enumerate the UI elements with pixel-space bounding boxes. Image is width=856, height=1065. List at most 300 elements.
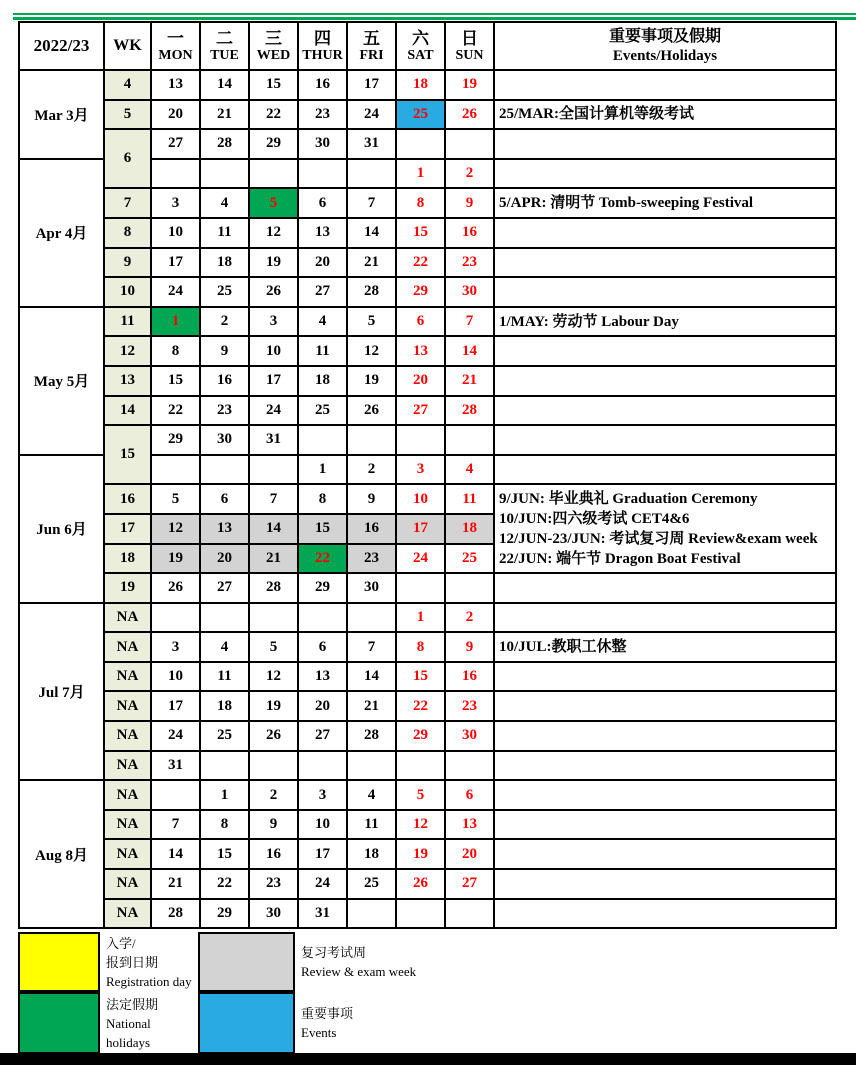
week-cell: 17 [104,514,151,544]
date-cell: 25 [200,721,249,751]
date-cell [396,899,445,929]
week-cell: 13 [104,366,151,396]
date-cell: 13 [396,336,445,366]
date-cell: 26 [445,100,494,130]
month-cell: Mar 3月 [19,70,104,159]
date-cell: 28 [445,396,494,426]
day-header-wed: 三 WED [249,22,298,70]
date-cell: 11 [200,662,249,692]
event-cell [494,751,836,781]
date-cell [396,129,445,159]
date-cell: 3 [298,780,347,810]
date-cell [200,159,249,189]
date-cell: 7 [249,484,298,514]
calendar-row [19,484,836,514]
date-cell: 1 [396,603,445,633]
date-cell [151,780,200,810]
date-cell: 11 [200,218,249,248]
legend-swatch-exam-week [198,932,295,992]
date-cell: 27 [298,277,347,307]
week-cell: NA [104,810,151,840]
week-cell: NA [104,899,151,929]
date-cell: 26 [249,721,298,751]
date-cell: 17 [151,691,200,721]
date-cell: 21 [249,544,298,574]
week-cell: NA [104,691,151,721]
week-cell: 18 [104,544,151,574]
week-header-cell: WK [104,22,151,70]
date-cell: 25 [200,277,249,307]
calendar-row [19,839,836,869]
date-cell [200,751,249,781]
date-cell: 31 [249,425,298,455]
event-cell [494,899,836,929]
date-cell: 26 [396,869,445,899]
date-cell: 5 [249,188,298,218]
date-cell: 30 [445,721,494,751]
month-cell: May 5月 [19,307,104,455]
date-cell: 4 [298,307,347,337]
legend-label-exam-week: 复习考试周 Review & exam week [301,945,417,979]
calendar-row [19,307,836,337]
date-cell: 12 [249,662,298,692]
calendar-row [19,396,836,426]
date-cell: 1 [151,307,200,337]
date-cell: 1 [298,455,347,485]
date-cell: 16 [445,662,494,692]
date-cell: 3 [151,188,200,218]
date-cell: 14 [347,662,396,692]
date-cell: 23 [445,691,494,721]
date-cell: 10 [396,484,445,514]
date-cell: 2 [249,780,298,810]
week-cell: 16 [104,484,151,514]
date-cell: 7 [151,810,200,840]
date-cell: 17 [396,514,445,544]
date-cell: 3 [151,632,200,662]
date-cell: 29 [200,899,249,929]
date-cell [396,425,445,455]
event-cell [494,869,836,899]
date-cell: 11 [445,484,494,514]
event-cell [494,336,836,366]
date-cell: 13 [445,810,494,840]
date-cell [298,751,347,781]
date-cell: 15 [396,218,445,248]
date-cell: 3 [249,307,298,337]
date-cell: 18 [396,70,445,100]
date-cell: 7 [347,188,396,218]
date-cell [445,899,494,929]
calendar-row [19,662,836,692]
event-text: 12/JUN-23/JUN: 考试复习周 Review&exam week [499,530,818,547]
date-cell: 29 [151,425,200,455]
date-cell: 9 [200,336,249,366]
date-cell: 29 [396,721,445,751]
calendar-table [18,21,837,929]
date-cell: 15 [249,70,298,100]
event-cell [494,366,836,396]
events-header-cell: 重要事项及假期 Events/Holidays [494,22,836,70]
week-cell: 14 [104,396,151,426]
top-green-rule-line2 [13,17,856,20]
date-cell: 26 [249,277,298,307]
month-cell: Apr 4月 [19,159,104,307]
date-cell: 24 [249,396,298,426]
week-cell: 9 [104,248,151,278]
event-cell [494,70,836,100]
event-cell [494,218,836,248]
calendar-row [19,721,836,751]
event-text: 5/APR: 清明节 Tomb-sweeping Festival [499,195,754,212]
date-cell: 17 [249,366,298,396]
week-cell: NA [104,839,151,869]
date-cell: 23 [347,544,396,574]
bottom-black-bar [0,1053,856,1065]
date-cell: 26 [347,396,396,426]
date-cell: 24 [151,721,200,751]
date-cell: 5 [347,307,396,337]
event-text: 10/JUN:四六级考试 CET4&6 [499,510,690,527]
event-cell [494,159,836,189]
date-cell [151,455,200,485]
legend-swatch-national-holidays [18,992,100,1054]
date-cell: 17 [151,248,200,278]
day-header-thur: 四 THUR [298,22,347,70]
date-cell: 24 [151,277,200,307]
date-cell: 25 [298,396,347,426]
date-cell [298,159,347,189]
date-cell: 13 [298,218,347,248]
date-cell: 18 [298,366,347,396]
date-cell: 30 [298,129,347,159]
date-cell: 26 [151,573,200,603]
date-cell: 30 [445,277,494,307]
calendar-row [19,780,836,810]
date-cell [249,751,298,781]
date-cell: 11 [347,810,396,840]
date-cell [200,455,249,485]
calendar-row [19,603,836,633]
date-cell: 22 [249,100,298,130]
date-cell: 16 [249,839,298,869]
date-cell: 12 [347,336,396,366]
date-cell: 20 [298,691,347,721]
date-cell: 30 [347,573,396,603]
date-cell: 16 [445,218,494,248]
date-cell: 8 [151,336,200,366]
date-cell: 6 [396,307,445,337]
date-cell: 28 [200,129,249,159]
date-cell: 14 [200,70,249,100]
week-cell: NA [104,632,151,662]
date-cell: 2 [445,159,494,189]
date-cell: 1 [200,780,249,810]
calendar-row [19,129,836,159]
date-cell: 22 [298,544,347,574]
event-text: 22/JUN: 端午节 Dragon Boat Festival [499,550,741,567]
date-cell: 5 [151,484,200,514]
date-cell: 21 [347,691,396,721]
date-cell: 10 [298,810,347,840]
date-cell: 4 [200,632,249,662]
week-cell: 7 [104,188,151,218]
date-cell [445,573,494,603]
date-cell: 9 [445,188,494,218]
event-cell [494,396,836,426]
week-cell: 11 [104,307,151,337]
date-cell [298,425,347,455]
day-header-sat: 六 SAT [396,22,445,70]
date-cell [445,425,494,455]
event-cell [494,248,836,278]
date-cell: 23 [445,248,494,278]
calendar-row [19,277,836,307]
date-cell: 28 [249,573,298,603]
date-cell: 29 [298,573,347,603]
date-cell: 19 [347,366,396,396]
date-cell: 27 [151,129,200,159]
date-cell: 28 [347,277,396,307]
date-cell: 20 [396,366,445,396]
date-cell: 19 [396,839,445,869]
event-text: 1/MAY: 劳动节 Labour Day [499,313,679,330]
date-cell: 7 [445,307,494,337]
event-cell [494,425,836,455]
month-cell: Jun 6月 [19,455,104,603]
week-cell: 10 [104,277,151,307]
date-cell: 15 [298,514,347,544]
date-cell: 10 [249,336,298,366]
date-cell: 27 [445,869,494,899]
date-cell: 22 [151,396,200,426]
week-cell: 12 [104,336,151,366]
date-cell: 15 [200,839,249,869]
date-cell: 14 [445,336,494,366]
legend-label-registration: 入学/ 报到日期 Registration day [106,935,192,989]
date-cell: 27 [200,573,249,603]
event-cell [494,691,836,721]
legend-swatch-events [198,992,295,1054]
event-text: 10/JUL:教职工休整 [499,639,627,656]
date-cell [396,573,445,603]
event-cell [494,632,836,662]
date-cell: 31 [151,751,200,781]
week-cell: 15 [104,425,151,484]
week-cell: NA [104,721,151,751]
date-cell: 21 [445,366,494,396]
event-cell [494,455,836,485]
calendar-row [19,810,836,840]
date-cell: 7 [347,632,396,662]
event-cell [494,188,836,218]
date-cell: 21 [200,100,249,130]
week-cell: NA [104,869,151,899]
calendar-row [19,100,836,130]
date-cell: 13 [200,514,249,544]
event-cell [494,484,836,573]
date-cell: 6 [200,484,249,514]
date-cell: 14 [249,514,298,544]
day-header-fri: 五 FRI [347,22,396,70]
date-cell: 2 [200,307,249,337]
date-cell: 9 [347,484,396,514]
date-cell: 21 [151,869,200,899]
date-cell [445,751,494,781]
event-cell [494,810,836,840]
legend-row-2 [18,992,837,1054]
day-header-sun: 日 SUN [445,22,494,70]
event-cell [494,780,836,810]
date-cell: 6 [298,188,347,218]
date-cell: 16 [347,514,396,544]
event-cell [494,129,836,159]
event-cell [494,100,836,130]
calendar-row [19,218,836,248]
calendar-body [19,70,836,928]
date-cell: 20 [151,100,200,130]
date-cell: 5 [249,632,298,662]
week-cell: NA [104,662,151,692]
date-cell [249,455,298,485]
week-cell: 8 [104,218,151,248]
date-cell: 8 [396,188,445,218]
date-cell: 25 [445,544,494,574]
day-header-mon: 一 MON [151,22,200,70]
calendar-header-row [19,22,836,70]
date-cell: 12 [249,218,298,248]
legend-swatch-registration [18,932,100,992]
legend-label-national-holidays: 法定假期 National holidays [106,996,159,1050]
date-cell: 25 [396,100,445,130]
event-cell [494,573,836,603]
event-cell [494,603,836,633]
date-cell: 31 [298,899,347,929]
date-cell: 9 [445,632,494,662]
calendar-row [19,573,836,603]
date-cell [396,751,445,781]
month-cell: Aug 8月 [19,780,104,928]
calendar-row [19,248,836,278]
date-cell: 2 [445,603,494,633]
event-cell [494,662,836,692]
day-header-tue: 二 TUE [200,22,249,70]
date-cell: 20 [200,544,249,574]
date-cell: 18 [347,839,396,869]
date-cell: 14 [151,839,200,869]
event-cell [494,721,836,751]
date-cell: 17 [298,839,347,869]
date-cell: 22 [200,869,249,899]
date-cell: 27 [396,396,445,426]
date-cell [347,159,396,189]
date-cell: 15 [151,366,200,396]
date-cell [347,425,396,455]
calendar-row [19,632,836,662]
date-cell: 19 [249,248,298,278]
date-cell [151,159,200,189]
date-cell: 4 [347,780,396,810]
week-cell: NA [104,780,151,810]
date-cell: 28 [151,899,200,929]
event-text: 9/JUN: 毕业典礼 Graduation Ceremony [499,490,758,507]
date-cell: 8 [298,484,347,514]
top-green-rule [13,13,856,20]
date-cell: 12 [151,514,200,544]
calendar-row [19,869,836,899]
date-cell [298,603,347,633]
date-cell: 17 [347,70,396,100]
date-cell: 1 [396,159,445,189]
date-cell: 9 [249,810,298,840]
date-cell [249,159,298,189]
month-cell: Jul 7月 [19,603,104,781]
calendar-row [19,188,836,218]
date-cell: 16 [200,366,249,396]
date-cell: 25 [347,869,396,899]
date-cell: 13 [151,70,200,100]
date-cell: 20 [445,839,494,869]
legend [18,932,837,1054]
calendar-row [19,336,836,366]
week-cell: 5 [104,100,151,130]
date-cell: 18 [445,514,494,544]
event-cell [494,839,836,869]
date-cell: 20 [298,248,347,278]
date-cell: 23 [298,100,347,130]
date-cell: 11 [298,336,347,366]
date-cell [347,751,396,781]
date-cell: 19 [249,691,298,721]
date-cell: 13 [298,662,347,692]
date-cell: 3 [396,455,445,485]
date-cell: 24 [396,544,445,574]
date-cell: 6 [298,632,347,662]
date-cell [200,603,249,633]
date-cell: 21 [347,248,396,278]
date-cell: 19 [151,544,200,574]
calendar-row [19,899,836,929]
date-cell: 2 [347,455,396,485]
date-cell: 8 [396,632,445,662]
date-cell: 18 [200,691,249,721]
date-cell: 10 [151,218,200,248]
date-cell: 6 [445,780,494,810]
date-cell: 4 [445,455,494,485]
week-cell: NA [104,751,151,781]
date-cell: 29 [396,277,445,307]
week-cell: NA [104,603,151,633]
date-cell: 12 [396,810,445,840]
calendar-row [19,691,836,721]
date-cell: 24 [298,869,347,899]
calendar-row [19,425,836,455]
date-cell: 10 [151,662,200,692]
calendar-row [19,70,836,100]
date-cell: 8 [200,810,249,840]
date-cell [151,603,200,633]
week-cell: 4 [104,70,151,100]
date-cell: 16 [298,70,347,100]
date-cell: 31 [347,129,396,159]
event-cell [494,307,836,337]
date-cell: 19 [445,70,494,100]
year-cell: 2022/23 [19,22,104,70]
date-cell: 29 [249,129,298,159]
week-cell: 6 [104,129,151,188]
date-cell: 27 [298,721,347,751]
event-text: 25/MAR:全国计算机等级考试 [499,106,694,123]
